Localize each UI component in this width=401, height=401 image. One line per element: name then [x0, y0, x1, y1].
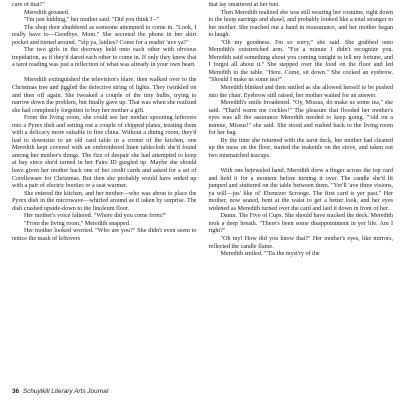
paragraph: that lay smattered at her feet. — [208, 2, 280, 8]
paragraph: "I'm just kidding," her mother said. "Did you think I –" — [24, 17, 160, 24]
paragraph: By the time she returned with the tarot deck, her mother had cleaned up the mess on the floor, started the teakettle on the stove, and taken out two mismatched teacups. — [208, 137, 393, 159]
paragraph: She entered the kitchen, and her mother—who was about to place the Pyrex dish in the microwave—whirled around as if taken by surprise. The dish crashed upside-down to the linoleum floor. — [12, 190, 197, 212]
paragraph: Meredith groaned. — [24, 9, 70, 16]
right-column — [209, 2, 394, 380]
journal-title: Schuylkill Literary Arts Journal — [22, 388, 109, 395]
paragraph: Meredith blinked and then smiled as she allowed herself to be pushed into the chair. Eyebrow still raised, her mother waited for an answer. — [208, 85, 393, 99]
page-footer — [12, 388, 108, 395]
paragraph: Her mother's voice faltered. "Where did you come from?" — [24, 213, 167, 220]
paragraph: From the living room, she could see her mother spooning leftovers into a Pyrex dish and setting out a couple of chipped plates, treating them with a delicacy more suitable to fine china. Without a dining room, they'd had to downsize to an old card table in a corner of the kitchen, one Meredith kept covered with an embroidered linen tablecloth she'd found among her mother's things. The fizz of despair she had attempted to keep at bay since she'd turned in her Faire ID gurgled up. Maybe she should have given her mother back one of her credit cards and asked for a set of Corelleware for Christmas. But then she probably would have ended up with a pair of electric booties or a seat warmer. — [12, 115, 197, 190]
paragraph: "Oh my! How did you know that?" Her mother's eyes, like mirrors, reflected the candle flame. — [208, 235, 393, 250]
paragraph: Then Meredith realized she was still wearing her costume, right down to the hoop earrings and shawl, and probably looked like a total stranger to her mother. She reached out a hand in reassurance, and her mother began to laugh. — [208, 9, 393, 39]
paragraph: Meredith extinguished the television's blare, then walked over to the Christmas tree and jiggled the defective string of lights. They twinkled on and then off again. She tweaked a couple of the tiny bulbs, trying to narrow down the problem, but finally gave up. That was when she realized she had completely forgotten to buy her mother a gift. — [12, 77, 197, 114]
paragraph: The shop door shuddered as someone attempted to come in. "Look, I really have to—Goodbye, Mom." She secreted the phone in her skirt pocket and turned around. "'elp ya, laidies? Come for a readin' 'ave ya?" — [12, 24, 197, 46]
paragraph: Damn. The Five of Cups. She should have stacked the deck. Meredith took a deep breath. "There's been some disappointment in yer life. Am I right?" — [208, 213, 393, 235]
page-number: 36 — [12, 388, 20, 395]
paragraph: Meredith's smile broadened. "Oy, Missus, do make us some tea," she said. "That'd warm me cockles!" The pleasure that flooded her mother's eyes was all the assurance Meredith needed to keep going. "'old on a minute, Missus!" she said. She stood and rushed back to the living room for her bag. — [208, 100, 393, 137]
paragraph: Meredith smiled. "'Tis the myst'ry of the — [220, 251, 320, 258]
paragraph: "Oh my goodness. I'm so sorry," she said. She grabbed onto Meredith's outstretched arm. "For a minute I didn't recognize you. Meredith said something about you coming tonight to tell my fortune, and I forgot all about it." She stepped over the food on the floor and led Meredith to the table. "Here. Come, sit down." She cocked an eyebrow. "Should I make us some tea?" — [208, 39, 393, 84]
left-column — [12, 2, 197, 380]
paragraph: "From the living room," Meredith snapped. — [24, 220, 131, 227]
paragraph: care of that?" — [12, 2, 45, 8]
paragraph: The two girls in the doorway held onto each other with obvious trepidation, as if they'd dared each other to come in. If only they knew that a tarot reading was just a reflection of what was already in your own heart. — [12, 47, 197, 69]
paragraph: Her mother looked worried. "Who are you?" She didn't even seem to notice the mash of leftovers — [12, 228, 197, 242]
paragraph: With one bejeweled hand, Meredith drew a finger across the top card and held it for a moment before turning it over. The candle she'd lit jumped and stuttered on the table between them. "Yer'll 'ave three visions, ya will—jus' like ol' Ebenezer Scrooge. The first card is yer past." Her mother, now seated, bent at the waist to get a better look, and her eyes widened as Meredith turned over the card and laid it down in front of her. — [208, 168, 393, 212]
two-column-body — [12, 2, 393, 380]
